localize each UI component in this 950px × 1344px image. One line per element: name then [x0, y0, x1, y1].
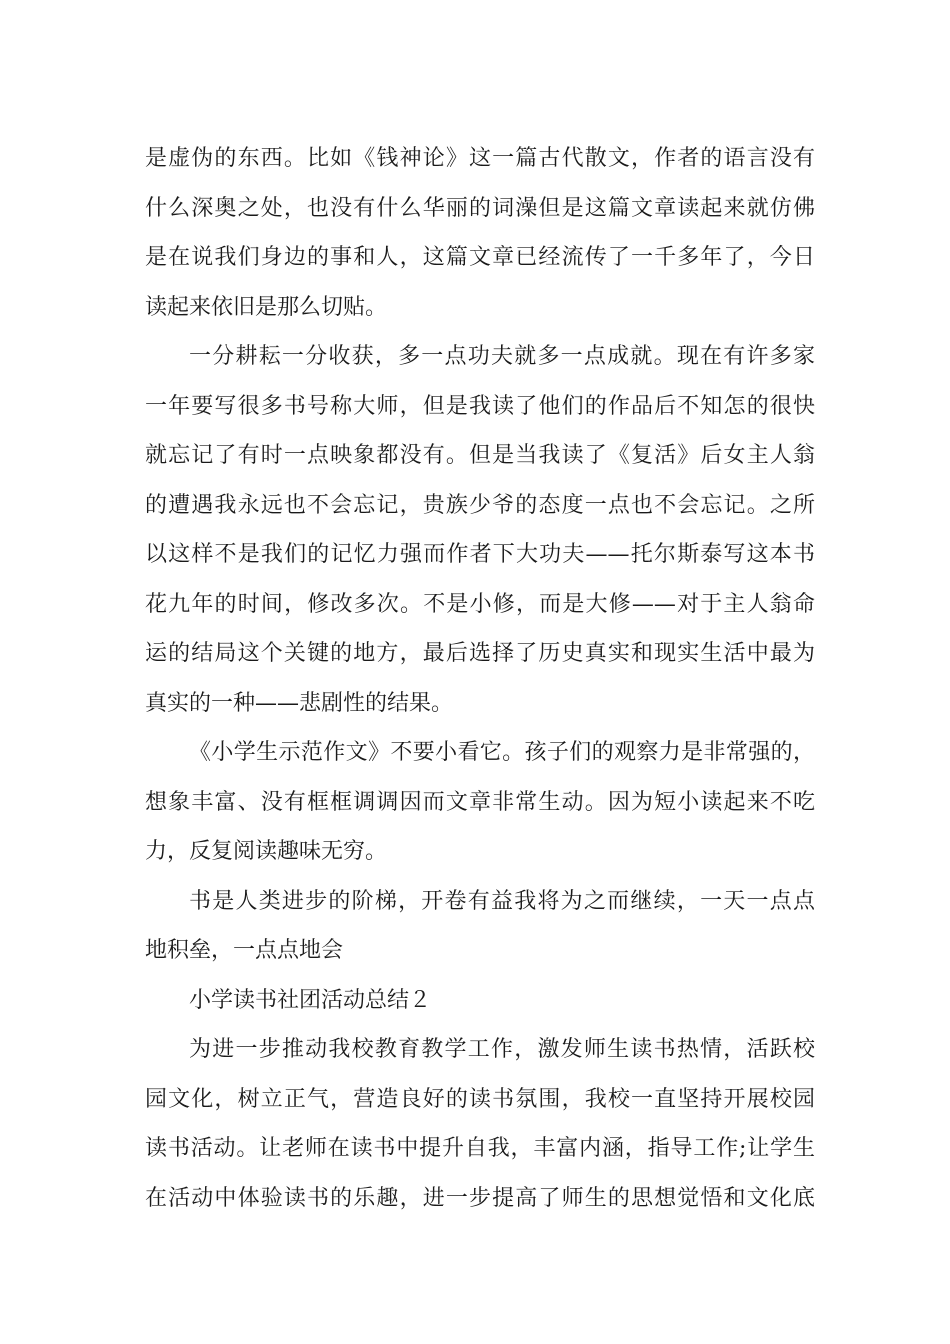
text-line: 真实的一种——悲剧性的结果。	[145, 690, 454, 716]
text-line: 地积垒，一点点地会	[145, 938, 344, 963]
text-line: 力，反复阅读趣味无穷。	[145, 839, 388, 864]
text-line: 《小学生示范作文》不要小看它。孩子们的观察力是非常强的，	[189, 740, 815, 765]
text-line: 在活动中体验读书的乐趣，进一步提高了师生的思想觉悟和文化底	[145, 1185, 815, 1211]
section-heading: 小学读书社团活动总结２	[189, 987, 432, 1013]
text-line: 运的结局这个关键的地方，最后选择了历史真实和现实生活中最为	[145, 641, 815, 666]
text-line: 花九年的时间，修改多次。不是小修，而是大修——对于主人翁命	[145, 591, 815, 617]
text-line: 以这样不是我们的记忆力强而作者下大功夫——托尔斯泰写这本书	[145, 542, 815, 567]
text-line: 的遭遇我永远也不会忘记，贵族少爷的态度一点也不会忘记。之所	[145, 492, 815, 518]
text-line: 是虚伪的东西。比如《钱神论》这一篇古代散文，作者的语言没有	[145, 146, 815, 171]
text-line: 就忘记了有时一点映象都没有。但是当我读了《复活》后女主人翁	[145, 443, 815, 468]
text-line: 为进一步推动我校教育教学工作，激发师生读书热情，活跃校	[189, 1037, 815, 1062]
text-line: 书是人类进步的阶梯，开卷有益我将为之而继续，一天一点点	[189, 888, 815, 914]
text-line: 园文化，树立正气，营造良好的读书氛围，我校一直坚持开展校园	[145, 1086, 815, 1112]
document-body	[145, 134, 815, 1223]
text-line: 读书活动。让老师在读书中提升自我，丰富内涵，指导工作;让学生	[145, 1136, 815, 1161]
text-line: 一年要写很多书号称大师，但是我读了他们的作品后不知怎的很快	[145, 393, 815, 419]
text-line: 是在说我们身边的事和人，这篇文章已经流传了一千多年了，今日	[145, 245, 815, 270]
text-line: 什么深奥之处，也没有什么华丽的词澡但是这篇文章读起来就仿佛	[145, 195, 815, 221]
text-line: 读起来依旧是那么切贴。	[145, 294, 388, 320]
text-line: 想象丰富、没有框框调调因而文章非常生动。因为短小读起来不吃	[145, 789, 815, 815]
text-line: 一分耕耘一分收获，多一点功夫就多一点成就。现在有许多家	[189, 344, 815, 369]
